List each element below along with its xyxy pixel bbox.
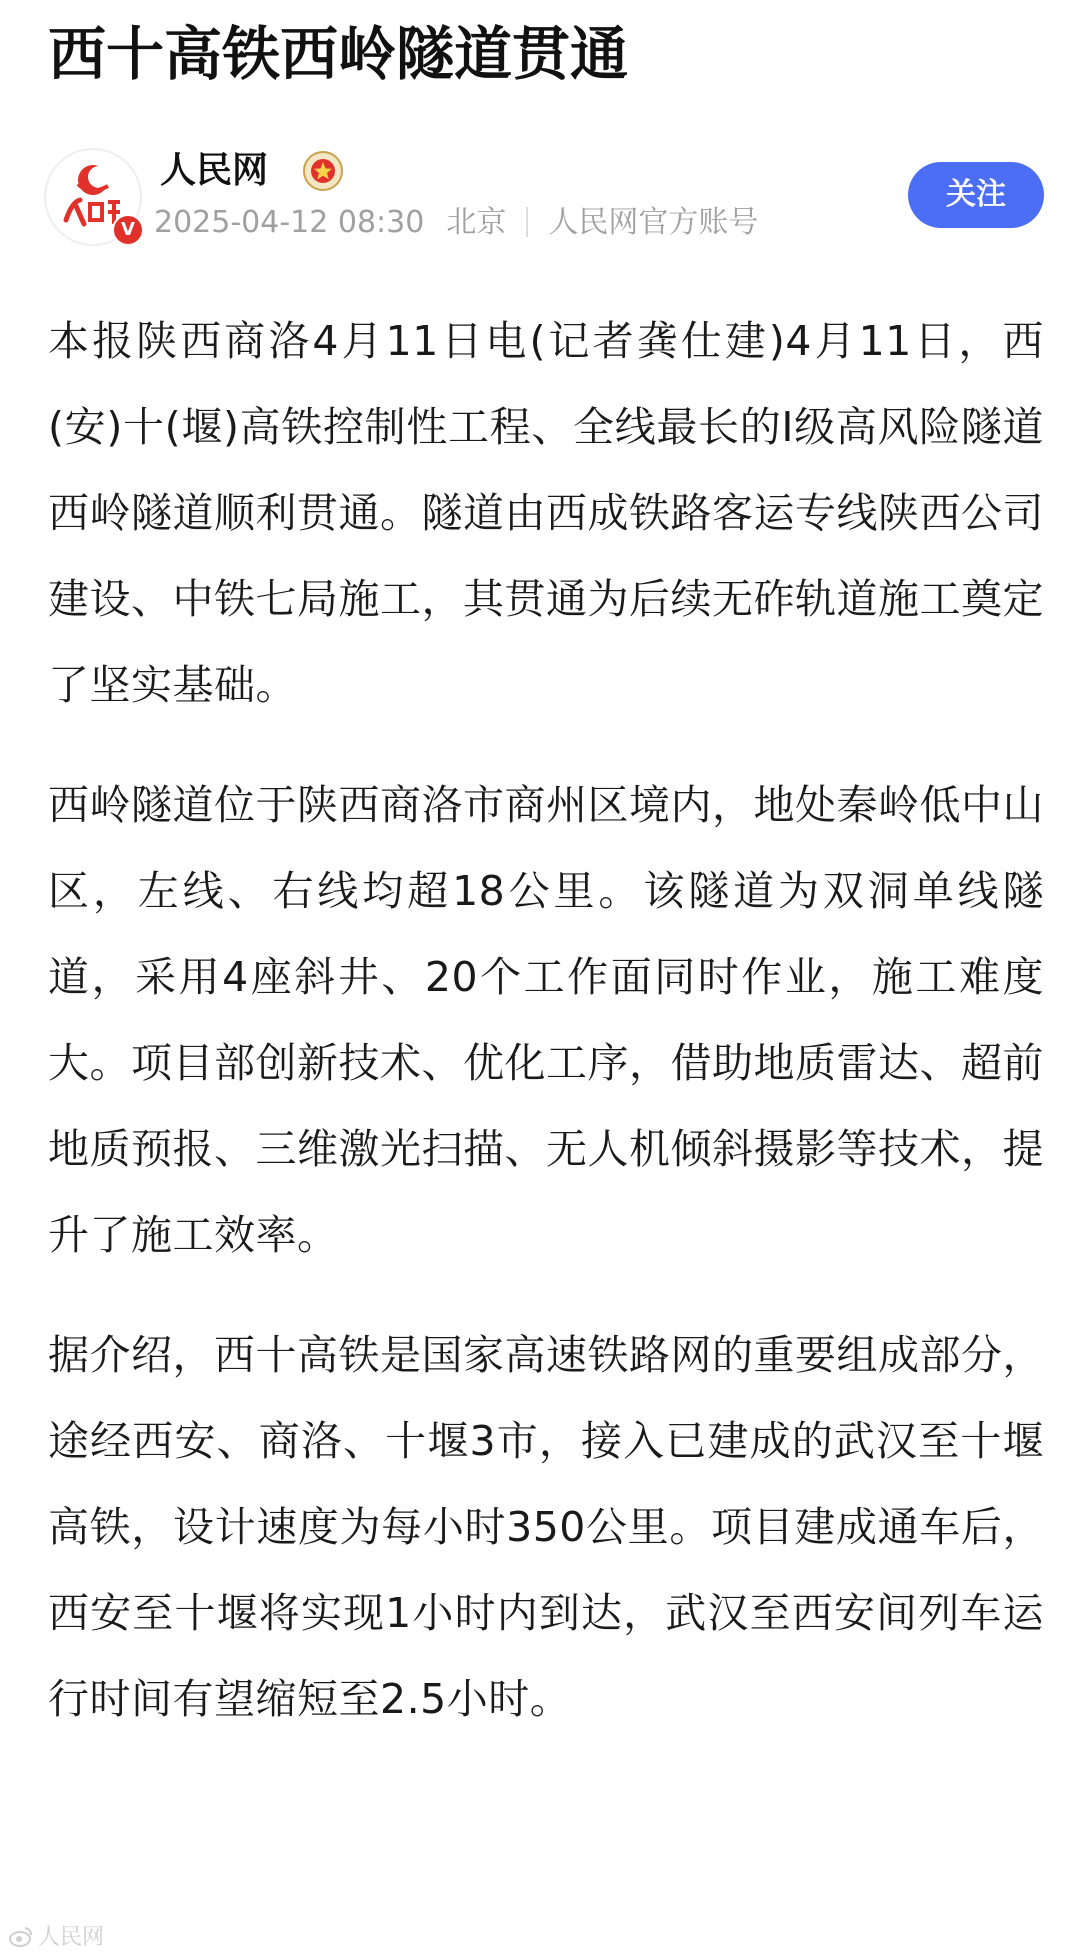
article-paragraph: 西岭隧道位于陕西商洛市商州区境内，地处秦岭低中山区，左线、右线均超18公里。该隧道为双洞单线隧道，采用4座斜井、20个工作面同时作业，施工难度大。项目部创新技术、优化工序，借助地质雷达、超前地质预报、三维激光扫描、无人机倾斜摄影等技术，提升了施工效率。 bbox=[48, 781, 1044, 1259]
article-paragraph: 本报陕西商洛4月11日电(记者龚仕建)4月11日，西(安)十(堰)高铁控制性工程、全线最长的I级高风险隧道西岭隧道顺利贯通。隧道由西成铁路客运专线陕西公司建设、中铁七局施工，其贯通为后续无砟轨道施工奠定了坚实基础。 bbox=[48, 317, 1044, 709]
meta-divider bbox=[526, 207, 528, 237]
author-header bbox=[44, 144, 1044, 254]
article-meta bbox=[154, 200, 758, 246]
watermark-text: 人民网 bbox=[38, 1925, 105, 1950]
official-account-badge-icon bbox=[302, 150, 344, 192]
article-body bbox=[48, 298, 1044, 1776]
follow-button[interactable]: 关注 bbox=[908, 162, 1044, 228]
account-type-label: 人民网官方账号 bbox=[548, 205, 759, 240]
publish-datetime: 2025-04-12 08:30 bbox=[154, 205, 425, 240]
publish-location: 北京 bbox=[446, 205, 507, 240]
weibo-watermark-icon bbox=[8, 1924, 34, 1950]
watermark bbox=[8, 1922, 104, 1954]
author-name[interactable]: 人民网 bbox=[160, 150, 269, 191]
article-paragraph: 据介绍，西十高铁是国家高速铁路网的重要组成部分，途经西安、商洛、十堰3市，接入已建成的武汉至十堰高铁，设计速度为每小时350公里。项目建成通车后，西安至十堰将实现1小时内到达，武汉至西安间列车运行时间有望缩短至2.5小时。 bbox=[48, 1331, 1044, 1723]
article-title: 西十高铁西岭隧道贯通 bbox=[48, 20, 629, 88]
verified-v-icon: V bbox=[112, 214, 144, 246]
